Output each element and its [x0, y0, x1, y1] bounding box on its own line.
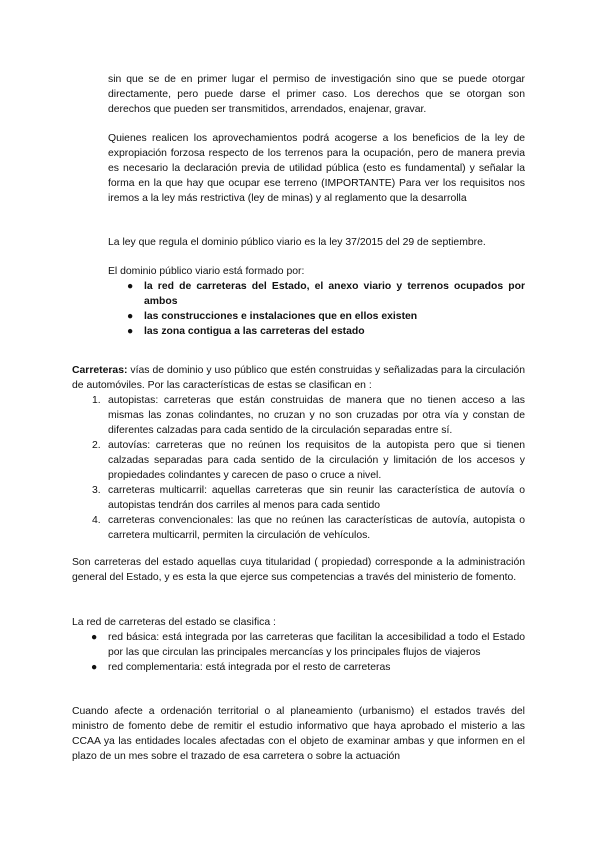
paragraph-ordenacion: Cuando afecte a ordenación territorial o al planeamiento (urbanismo) el estados través del ministro de fomento debe de remitir el estudio informativo que haya aprobado el misterio a las CCAA ya las entidades locales afectadas con el objeto de examinar ambas y que informen en el plazo de un mes sobre el trazado de esa carretera o sobre la actuación: [72, 706, 525, 762]
paragraph-titularidad: Son carreteras del estado aquellas cuya titularidad ( propiedad) corresponde a la administración general del Estado, y es esta la que ejerce sus competencias a través del ministerio de fomento.: [72, 557, 525, 583]
dominio-intro: El dominio público viario está formado por:: [108, 266, 305, 277]
list-number: 3.: [92, 485, 101, 496]
list-number: 2.: [92, 440, 101, 451]
list-item: ● la red de carreteras del Estado, el anexo viario y terrenos ocupados por ambos: [127, 281, 525, 307]
carreteras-text: vías de dominio y uso público que estén construidas y señalizadas para la circulación de automóviles. Por las características de estas se clasifican en :: [72, 365, 525, 391]
list-item: 2. autovías: carreteras que no reúnen los requisitos de la autopista pero que si tienen calzadas separadas para cada sentido de la circulación y limitación de los accesos y propiedades colindantes y carecen de paso o cruce a nivel.: [92, 440, 525, 481]
paragraph-permiso: sin que se de en primer lugar el permiso de investigación sino que se puede otorgar directamente, pero puede darse el primer caso. Los derechos que se otorgan son derechos que pueden ser transmitidos, arrendados, enajenar, gravar.: [108, 74, 525, 115]
paragraph-expropiacion: Quienes realicen los aprovechamientos podrá acogerse a los beneficios de la ley de expropiación forzosa respecto de los terrenos para la ocupación, pero de manera previa es necesario la declaración previa de utilidad pública (esto es fundamental) y señalar la forma en la que hay que ocupar ese terreno (IMPORTANTE) Para ver los requisitos nos iremos a la ley más restrictiva (ley de minas) y al reglamento que la desarrolla: [108, 133, 525, 204]
red-carreteras-section: [72, 615, 525, 675]
carreteras-section: [72, 363, 525, 543]
tipos-list: [72, 393, 525, 543]
red-intro: La red de carreteras del estado se clasifica :: [72, 617, 276, 628]
list-item: 4. carreteras convencionales: las que no reúnen las características de autovía, autopista o carretera multicarril, permiten la circulación de vehículos.: [92, 515, 525, 541]
bullet-icon: ●: [127, 311, 134, 322]
paragraph-ley-viario: La ley que regula el dominio público viario es la ley 37/2015 del 29 de septiembre.: [108, 237, 486, 248]
list-item: ● las construcciones e instalaciones que en ellos existen: [127, 311, 418, 322]
list-number: 1.: [92, 395, 101, 406]
bullet-icon: ●: [91, 662, 98, 673]
list-item: 1. autopistas: carreteras que están construidas de manera que no tienen acceso a las mismas las zonas colindantes, no cruzan y no son cruzadas por otra vía y constan de diferentes calzadas para cada sentido de la circulación separadas entre sí.: [92, 395, 525, 436]
list-item: ● red complementaria: está integrada por el resto de carreteras: [91, 662, 391, 673]
bullet-icon: ●: [91, 632, 98, 643]
red-list: [72, 630, 525, 675]
bullet-icon: ●: [127, 281, 134, 292]
list-item: 3. carreteras multicarril: aquellas carreteras que sin reunir las característica de autovía o autopistas tendrán dos carriles al menos para cada sentido: [92, 485, 525, 511]
list-item: ● las zona contigua a las carreteras del estado: [127, 326, 365, 337]
bullet-icon: ●: [127, 326, 134, 337]
dominio-publico-section: [108, 264, 525, 339]
list-number: 4.: [92, 515, 101, 526]
carreteras-label: Carreteras:: [72, 365, 128, 376]
dominio-list: [108, 279, 525, 339]
carreteras-definition: [72, 363, 525, 393]
list-item: ● red básica: está integrada por las carreteras que facilitan la accesibilidad a todo el Estado por las que circulan las principales mercancías y los principales flujos de viajeros: [91, 632, 525, 658]
